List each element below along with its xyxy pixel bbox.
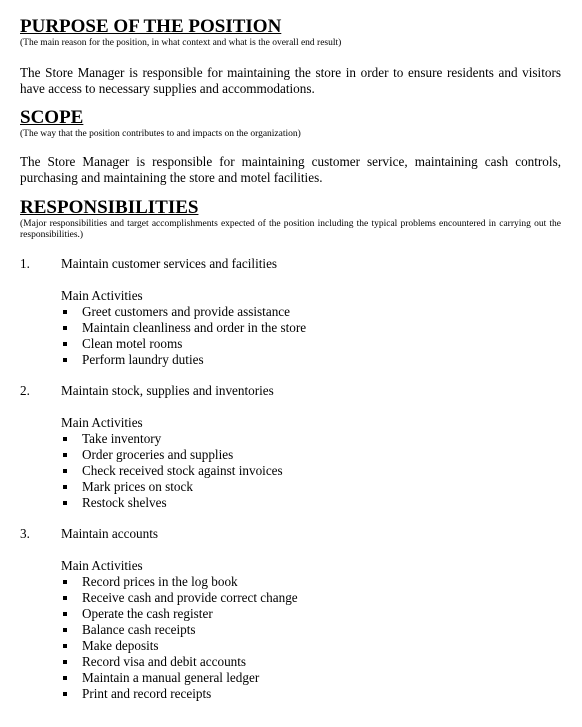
square-bullet-icon: [63, 453, 67, 457]
activity-item: [61, 638, 561, 654]
activity-item: [61, 479, 561, 495]
activity-text: Mark prices on stock: [82, 479, 193, 494]
activity-item: [61, 670, 561, 686]
square-bullet-icon: [63, 485, 67, 489]
responsibility-title: Maintain stock, supplies and inventories: [61, 383, 274, 398]
responsibility-number: 1.: [20, 256, 30, 271]
activity-text: Make deposits: [82, 638, 159, 653]
square-bullet-icon: [63, 676, 67, 680]
scope-note: (The way that the position contributes to and impacts on the organization): [20, 129, 301, 139]
responsibilities-section: [20, 197, 561, 702]
activity-item: [61, 447, 561, 463]
responsibility-item: [20, 383, 561, 511]
activity-item: [61, 463, 561, 479]
scope-heading: SCOPE: [20, 107, 84, 128]
responsibility-item: [20, 526, 561, 702]
main-activities-block: [61, 288, 561, 368]
square-bullet-icon: [63, 501, 67, 505]
main-activities-label: Main Activities: [61, 558, 143, 573]
purpose-text: The Store Manager is responsible for maintaining the store in order to ensure residents and visitors have access to necessary supplies and accommodations.: [20, 65, 561, 96]
purpose-heading: PURPOSE OF THE POSITION: [20, 16, 282, 37]
activity-list: [61, 431, 561, 511]
responsibility-title: Maintain accounts: [61, 526, 159, 541]
activity-item: [61, 606, 561, 622]
square-bullet-icon: [63, 612, 67, 616]
responsibility-title: Maintain customer services and facilities: [61, 256, 278, 271]
activity-text: Record visa and debit accounts: [82, 654, 247, 669]
square-bullet-icon: [63, 660, 67, 664]
main-activities-label: Main Activities: [61, 415, 143, 430]
activity-item: [61, 352, 561, 368]
activity-text: Receive cash and provide correct change: [82, 590, 298, 605]
activity-item: [61, 622, 561, 638]
activity-item: [61, 574, 561, 590]
square-bullet-icon: [63, 342, 67, 346]
purpose-section: [20, 16, 561, 97]
responsibility-header: [20, 383, 561, 399]
activity-list: [61, 574, 561, 702]
activity-item: [61, 336, 561, 352]
square-bullet-icon: [63, 692, 67, 696]
activity-text: Restock shelves: [82, 495, 167, 510]
activity-item: [61, 495, 561, 511]
square-bullet-icon: [63, 437, 67, 441]
square-bullet-icon: [63, 358, 67, 362]
square-bullet-icon: [63, 628, 67, 632]
responsibility-number: 2.: [20, 383, 30, 398]
square-bullet-icon: [63, 326, 67, 330]
activity-list: [61, 304, 561, 368]
square-bullet-icon: [63, 644, 67, 648]
activity-item: [61, 320, 561, 336]
activity-text: Maintain a manual general ledger: [82, 670, 260, 685]
main-activities-label: Main Activities: [61, 288, 143, 303]
activity-text: Record prices in the log book: [82, 574, 238, 589]
square-bullet-icon: [63, 580, 67, 584]
activity-text: Check received stock against invoices: [82, 463, 283, 478]
activity-text: Order groceries and supplies: [82, 447, 234, 462]
activity-text: Greet customers and provide assistance: [82, 304, 290, 319]
main-activities-block: [61, 415, 561, 511]
activity-item: [61, 686, 561, 702]
activity-item: [61, 590, 561, 606]
activity-text: Operate the cash register: [82, 606, 213, 621]
document-page: [20, 16, 561, 702]
activity-text: Maintain cleanliness and order in the store: [82, 320, 307, 335]
activity-text: Print and record receipts: [82, 686, 212, 701]
purpose-note: (The main reason for the position, in what context and what is the overall end result): [20, 38, 342, 48]
responsibilities-list: [20, 256, 561, 702]
scope-section: [20, 107, 561, 186]
activity-text: Take inventory: [82, 431, 162, 446]
responsibilities-heading: RESPONSIBILITIES: [20, 197, 199, 218]
square-bullet-icon: [63, 310, 67, 314]
responsibility-header: [20, 526, 561, 542]
responsibility-item: [20, 256, 561, 368]
scope-text: The Store Manager is responsible for maintaining customer service, maintaining cash controls, purchasing and maintaining the store and motel facilities.: [20, 154, 561, 185]
activity-text: Clean motel rooms: [82, 336, 183, 351]
activity-text: Balance cash receipts: [82, 622, 196, 637]
responsibility-header: [20, 256, 561, 272]
main-activities-block: [61, 558, 561, 702]
activity-item: [61, 304, 561, 320]
square-bullet-icon: [63, 469, 67, 473]
square-bullet-icon: [63, 596, 67, 600]
activity-item: [61, 431, 561, 447]
activity-item: [61, 654, 561, 670]
activity-text: Perform laundry duties: [82, 352, 204, 367]
responsibility-number: 3.: [20, 526, 30, 541]
responsibilities-note: (Major responsibilities and target accomplishments expected of the position including the typical problems encountered in carrying out the responsibilities.): [20, 219, 561, 240]
